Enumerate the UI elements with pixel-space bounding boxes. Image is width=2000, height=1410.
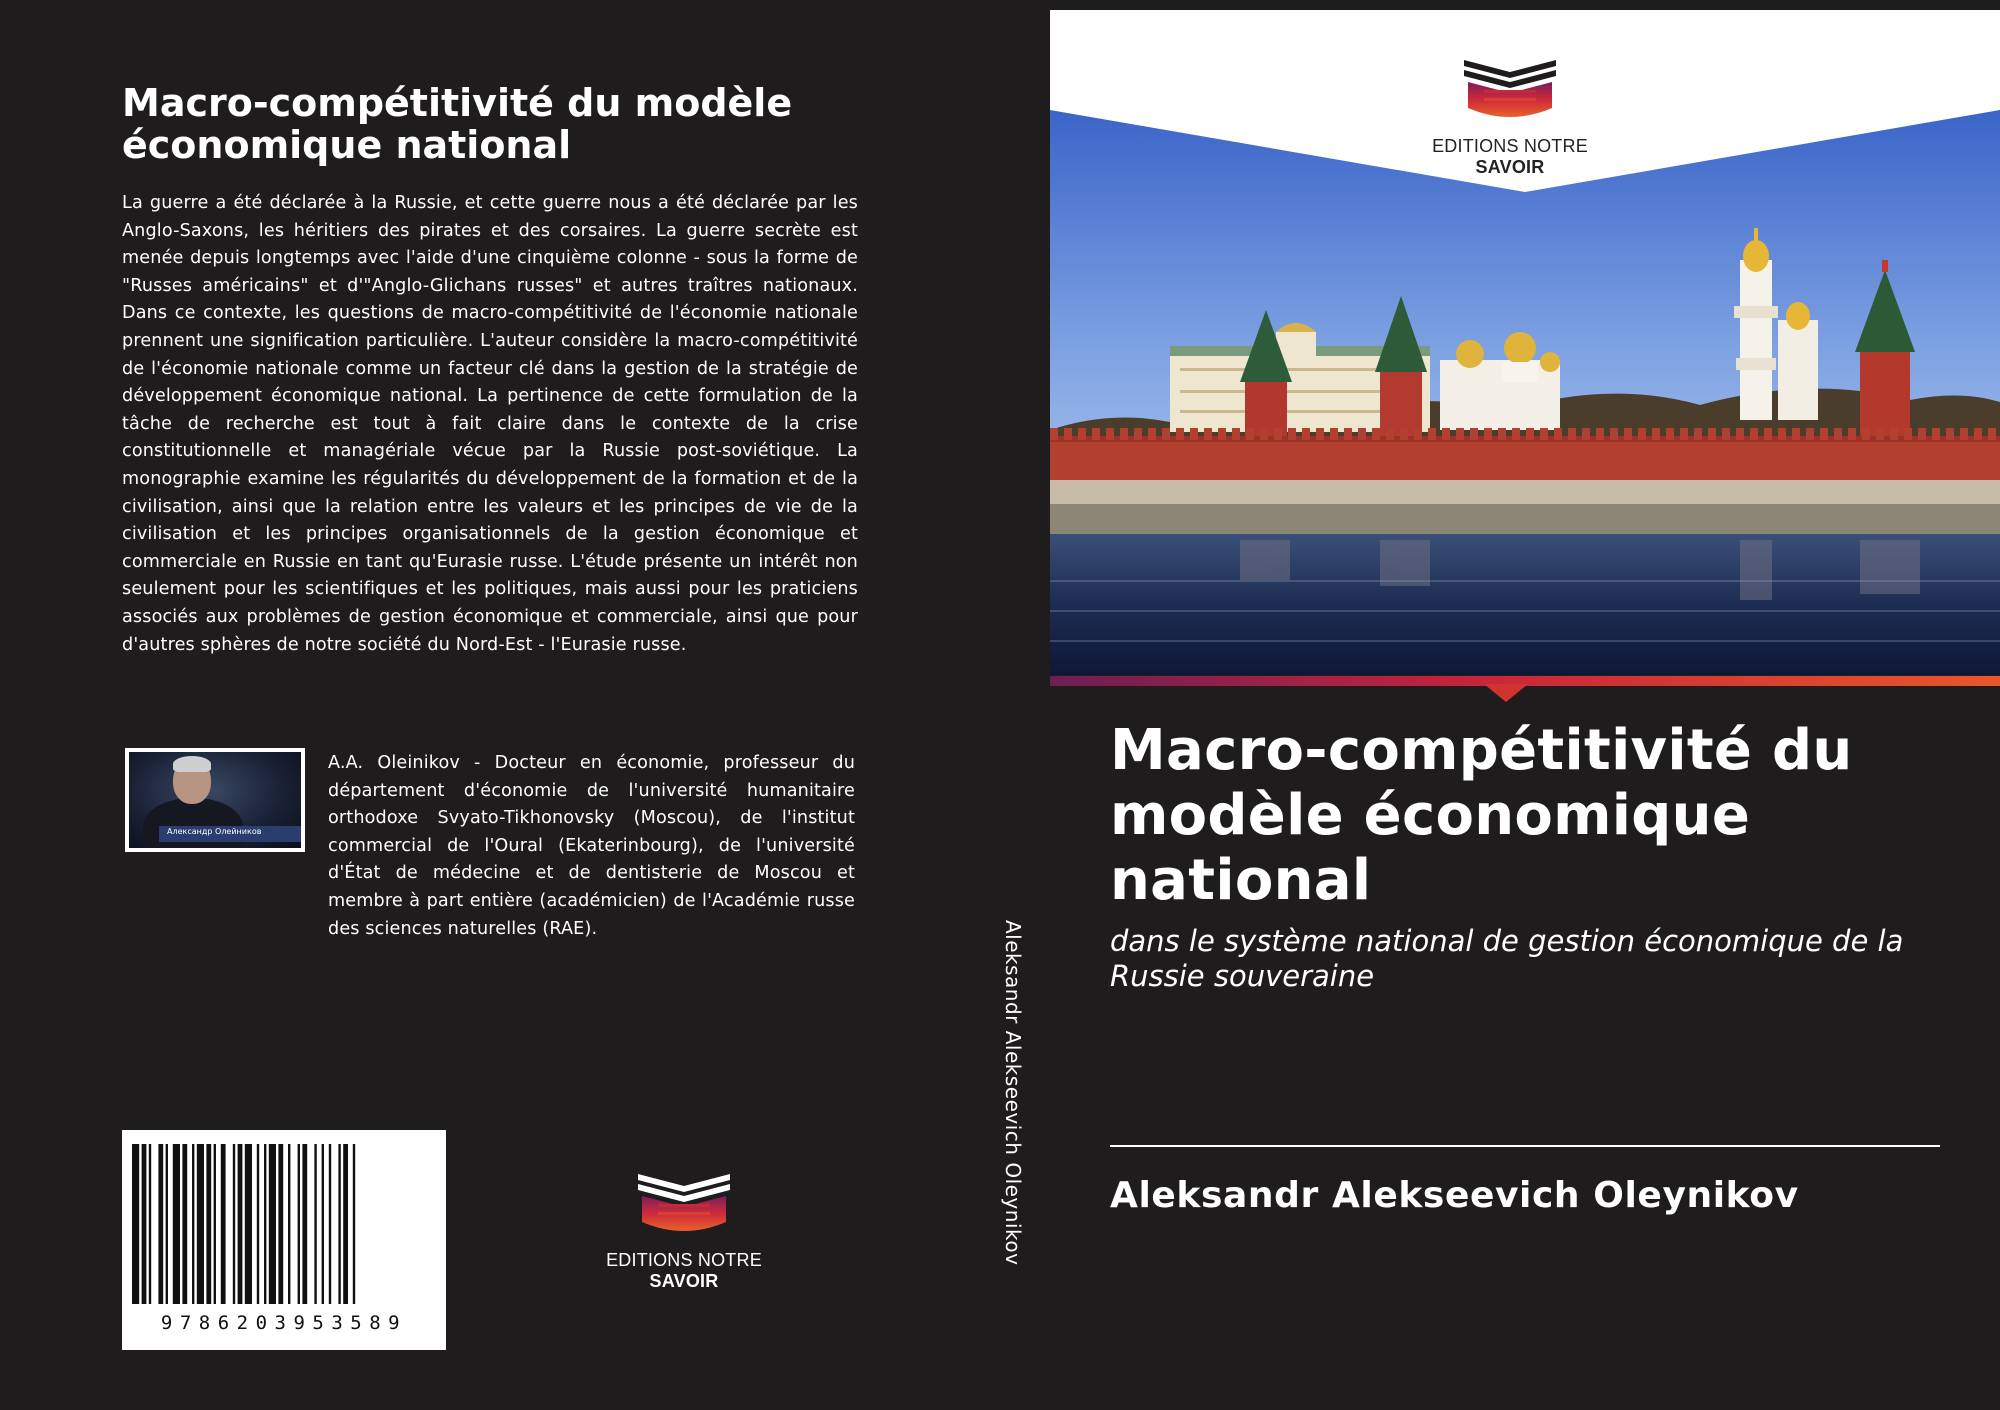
author-photo — [125, 748, 305, 852]
publisher-logo-front — [1400, 52, 1620, 177]
front-cover-subtitle: dans le système national de gestion économique de la Russie souveraine — [1110, 924, 1904, 993]
publisher-name-regular: EDITIONS NOTRE — [1432, 136, 1588, 156]
publisher-logo-back — [574, 1166, 794, 1291]
book-stack-icon — [1400, 52, 1620, 132]
front-cover-author: Aleksandr Alekseevich Oleynikov — [1110, 1175, 1799, 1216]
author-bio: A.A. Oleinikov - Docteur en économie, professeur du département d'économie de l'université humanitaire orthodoxe Svyato-Tikhonovsky (Moscou), de l'institut commercial de l'Oural (Ekaterinbourg), de l'université d'État de médecine et de dentisterie de Moscou et membre à part entière (académicien) de l'Académie russe des sciences naturelles (RAE). — [328, 753, 855, 939]
accent-notch — [1484, 684, 1528, 702]
book-stack-icon — [574, 1166, 794, 1246]
publisher-name-regular: EDITIONS NOTRE — [606, 1250, 762, 1270]
publisher-name-bold: SAVOIR — [1475, 157, 1545, 177]
front-cover-title: Macro-compétitivité du modèle économique national — [1110, 718, 1853, 913]
kremlin-riverside-photo — [1050, 110, 2000, 675]
front-divider — [1110, 1145, 1940, 1147]
spine-author: Aleksandr Alekseevich Oleynikov — [1001, 920, 1025, 1266]
back-cover-title: Macro-compétitivité du modèle économique national — [122, 81, 793, 167]
back-cover-blurb: La guerre a été déclarée à la Russie, et cette guerre nous a été déclarée par les Anglo-Saxons, les héritiers des pirates et des corsaires. La guerre secrète est menée depuis longtemps avec l'aide d'une cinquième colonne - sous la forme de "Russes américains" et d'"Anglo-Glichans russes" et autres traîtres nationaux. Dans ce contexte, les questions de macro-compétitivité de l'économie nationale prennent une signification particulière. L'auteur considère la macro-compétitivité de l'économie nationale comme un facteur clé dans la gestion de la stratégie de développement économique national. La pertinence de cette formulation de la tâche de recherche est tout à fait claire dans le contexte de la crise constitutionnelle et managériale vécue par la Russie post-soviétique. La monographie examine les régularités du développement de la formation et de la civilisation, ainsi que la relation entre les valeurs et les principes de vie de la civilisation et les principes organisationnels de la gestion économique et commerciale en Russie en tant qu'Eurasie russe. L'étude présente un intérêt non seulement pour les scientifiques et les politiques, mais aussi pour les praticiens associés aux problèmes de gestion économique et commerciale, ainsi que pour d'autres sphères de notre société du Nord-Est - l'Eurasie russe. — [122, 193, 858, 655]
barcode-digits: 9786203953589 — [160, 1312, 408, 1334]
isbn-barcode — [122, 1130, 446, 1350]
author-photo-caption: Александр Олейников — [159, 826, 301, 842]
publisher-name-bold: SAVOIR — [649, 1271, 719, 1291]
